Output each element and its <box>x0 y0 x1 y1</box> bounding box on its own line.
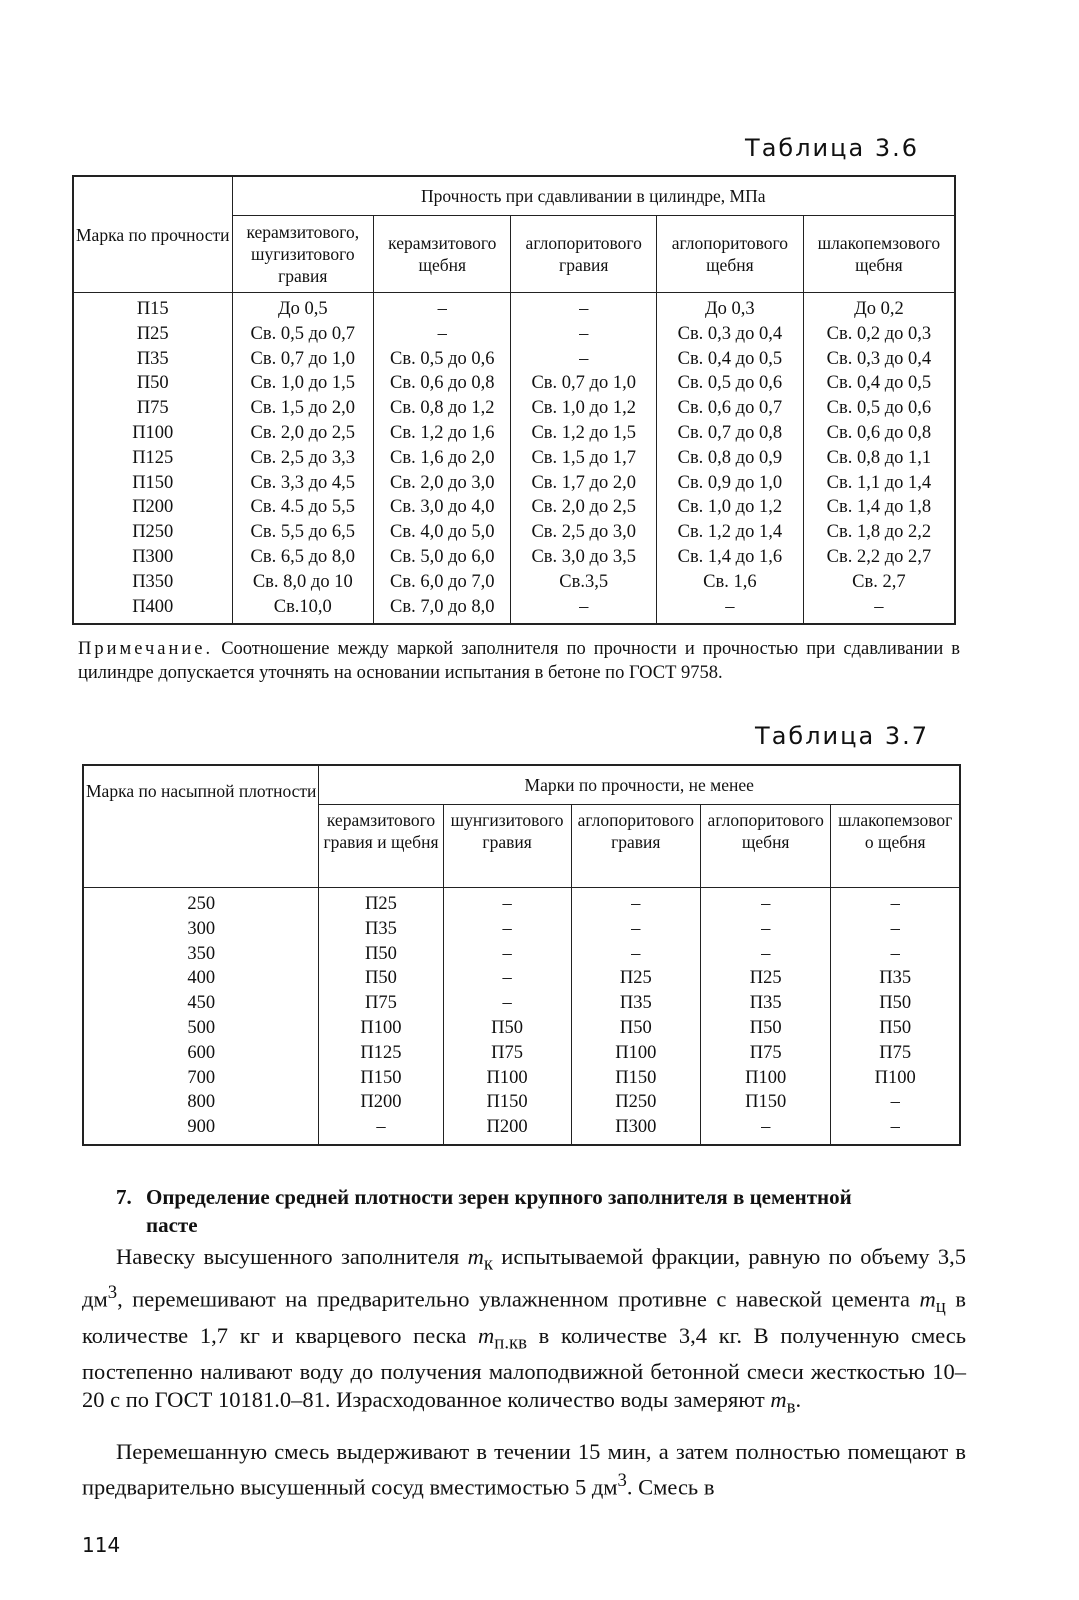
table-cell: Св. 4.5 до 5,5 <box>232 495 374 520</box>
table36-subheader: керамзитового, шугизитового гравия <box>232 216 374 293</box>
table-cell: Св. 0,5 до 0,7 <box>232 322 374 347</box>
table-cell: Св. 0,8 до 0,9 <box>656 446 803 471</box>
sub-k: к <box>483 1253 493 1275</box>
table-cell: П250 <box>73 520 232 545</box>
table-cell: Св. 2,5 до 3,3 <box>232 446 374 471</box>
var-m-pkv: m <box>478 1322 495 1348</box>
table-3-6-note <box>78 637 960 685</box>
table-cell: Св. 1,1 до 1,4 <box>803 471 955 496</box>
table-cell: – <box>700 888 830 917</box>
table-cell: Св. 0,7 до 1,0 <box>232 347 374 372</box>
table-cell: 450 <box>83 991 319 1016</box>
p1-text-a: Навеску высушенного заполнителя <box>116 1244 468 1269</box>
table-cell: – <box>700 917 830 942</box>
table37-subheader: керамзитового гравия и щебня <box>319 805 443 888</box>
table-row <box>73 293 955 322</box>
table-cell: П100 <box>73 421 232 446</box>
table-cell: До 0,5 <box>232 293 374 322</box>
table-cell: Св. 1,0 до 1,2 <box>511 396 656 421</box>
table-cell: П150 <box>443 1090 571 1115</box>
table-cell: П50 <box>443 1016 571 1041</box>
table-cell: П75 <box>831 1041 960 1066</box>
note-label: Примечание. <box>78 639 214 659</box>
section-title <box>116 1183 946 1239</box>
var-m-v: m <box>770 1387 787 1412</box>
note-text: Соотношение между маркой заполнителя по прочности и прочностью при сдавливании в цилиндре допускается уточнять на основании испытания в бетоне по ГОСТ 9758. <box>78 639 961 683</box>
table-cell: – <box>511 595 656 625</box>
p2-text-b: . Смесь в <box>626 1474 715 1499</box>
table-row <box>73 322 955 347</box>
table-cell: Св. 1,6 до 2,0 <box>374 446 511 471</box>
table-cell: – <box>571 917 700 942</box>
table-cell: Св. 0,8 до 1,2 <box>374 396 511 421</box>
sup-3: 3 <box>107 1282 118 1303</box>
table36-subheader: шлакопемзового щебня <box>803 216 955 293</box>
table-cell: Св. 5,5 до 6,5 <box>232 520 374 545</box>
table-cell: – <box>443 991 571 1016</box>
table37-subheader: аглопоритового щебня <box>700 805 830 888</box>
var-m-c: m <box>919 1286 936 1312</box>
table-cell: Св. 0,8 до 1,1 <box>803 446 955 471</box>
table-cell: – <box>831 1090 960 1115</box>
table-cell: П35 <box>831 966 960 991</box>
p2-sup-3: 3 <box>617 1469 627 1491</box>
table-cell: Св. 1,0 до 1,5 <box>232 371 374 396</box>
table-cell: Св. 4,0 до 5,0 <box>374 520 511 545</box>
table-cell: 800 <box>83 1090 319 1115</box>
p2-text-a: Перемешанную смесь выдерживают в течении 15 мин, а затем полностью помещают в предварительно высушенный сосуд вместимостью 5 дм <box>82 1439 966 1499</box>
table-cell: Св. 5,0 до 6,0 <box>374 545 511 570</box>
page-number: 114 <box>82 1533 121 1557</box>
table37-subheader: шунгизитового гравия <box>443 805 571 888</box>
table-cell: Св. 0,7 до 1,0 <box>511 371 656 396</box>
table-cell: 500 <box>83 1016 319 1041</box>
table-cell: П75 <box>443 1041 571 1066</box>
table-row <box>83 1016 960 1041</box>
table-cell: Св. 6,0 до 7,0 <box>374 570 511 595</box>
table-row <box>83 888 960 917</box>
table-cell: 350 <box>83 942 319 967</box>
table-cell: Св. 0,4 до 0,5 <box>656 347 803 372</box>
table-cell: Св. 0,7 до 0,8 <box>656 421 803 446</box>
table-cell: Св. 0,4 до 0,5 <box>803 371 955 396</box>
table-3-6-group-header: Прочность при сдавливании в цилиндре, МПа <box>232 176 955 216</box>
table-cell: П75 <box>700 1041 830 1066</box>
table-cell: Св. 1,5 до 2,0 <box>232 396 374 421</box>
table-cell: П50 <box>319 966 443 991</box>
table-cell: П250 <box>571 1090 700 1115</box>
p1-text-e: в количестве 3,4 кг. В полученную смесь постепенно наливают воду до получения малоподвижной бетонной смеси жесткостью 10–20 с по ГОСТ 10181.0–81. Израсходованное количество воды замеряют <box>82 1322 966 1412</box>
paragraph-2 <box>82 1438 966 1502</box>
table-cell: – <box>443 942 571 967</box>
table-row <box>83 942 960 967</box>
table-cell: – <box>511 322 656 347</box>
table-cell: Св. 2,7 <box>803 570 955 595</box>
table-cell: – <box>656 595 803 625</box>
table-cell: П35 <box>700 991 830 1016</box>
table-row <box>83 1115 960 1145</box>
table-cell: 400 <box>83 966 319 991</box>
table-3-7-caption: Таблица 3.7 <box>755 722 929 750</box>
table-cell: Св. 1,2 до 1,4 <box>656 520 803 545</box>
section-number: 7. <box>116 1185 132 1209</box>
table-3-7 <box>82 764 961 1146</box>
table-cell: Св. 1,4 до 1,8 <box>803 495 955 520</box>
sub-pkv: п.кв <box>494 1332 527 1353</box>
table-3-7-col0-header: Марка по насыпной плотности <box>83 765 319 888</box>
table-cell: – <box>803 595 955 625</box>
table36-subheader: керамзитового щебня <box>374 216 511 293</box>
table-cell: П100 <box>700 1066 830 1091</box>
table-cell: Св. 3,0 до 4,0 <box>374 495 511 520</box>
table-cell: П150 <box>73 471 232 496</box>
table-row <box>83 1066 960 1091</box>
table-cell: П25 <box>700 966 830 991</box>
table37-subheader: аглопоритового гравия <box>571 805 700 888</box>
table-cell: П50 <box>700 1016 830 1041</box>
table-cell: Св. 1,2 до 1,6 <box>374 421 511 446</box>
table-cell: Св. 2,0 до 2,5 <box>232 421 374 446</box>
p1-text-b: испытываемой фракции, равную по объему 3,5 дм <box>82 1244 966 1312</box>
table-cell: – <box>511 293 656 322</box>
table-cell: Св. 1,7 до 2,0 <box>511 471 656 496</box>
table-cell: П50 <box>319 942 443 967</box>
table-cell: 600 <box>83 1041 319 1066</box>
table-cell: До 0,3 <box>656 293 803 322</box>
table-cell: – <box>511 347 656 372</box>
table-cell: Св. 6,5 до 8,0 <box>232 545 374 570</box>
table-cell: Св. 0,5 до 0,6 <box>803 396 955 421</box>
paragraph-1 <box>82 1243 966 1422</box>
table-cell: П150 <box>571 1066 700 1091</box>
table-cell: П150 <box>700 1090 830 1115</box>
table-cell: П50 <box>831 991 960 1016</box>
table-cell: П100 <box>831 1066 960 1091</box>
table-cell: П400 <box>73 595 232 625</box>
table-cell: Св. 0,6 до 0,8 <box>374 371 511 396</box>
table-row <box>73 545 955 570</box>
table-row <box>73 570 955 595</box>
table-cell: П25 <box>73 322 232 347</box>
table-row <box>83 917 960 942</box>
table-cell: П25 <box>571 966 700 991</box>
table-cell: Св.10,0 <box>232 595 374 625</box>
table-cell: П50 <box>571 1016 700 1041</box>
section-title-line1: Определение средней плотности зерен крупного заполнителя в цементной <box>146 1185 852 1209</box>
table-cell: Св. 8,0 до 10 <box>232 570 374 595</box>
table-cell: П35 <box>73 347 232 372</box>
table-cell: Св. 1,6 <box>656 570 803 595</box>
table-row <box>83 966 960 991</box>
table-cell: – <box>443 917 571 942</box>
table-cell: П200 <box>73 495 232 520</box>
table-cell: Св. 0,5 до 0,6 <box>656 371 803 396</box>
table-cell: Св. 0,3 до 0,4 <box>656 322 803 347</box>
table-cell: П25 <box>319 888 443 917</box>
table-cell: – <box>443 966 571 991</box>
table-cell: П75 <box>319 991 443 1016</box>
table-cell: Св. 0,6 до 0,7 <box>656 396 803 421</box>
table-cell: Св. 2,2 до 2,7 <box>803 545 955 570</box>
table-cell: – <box>319 1115 443 1145</box>
table-cell: – <box>831 1115 960 1145</box>
table-cell: П100 <box>319 1016 443 1041</box>
var-m-k: m <box>467 1244 484 1269</box>
table-cell: – <box>831 942 960 967</box>
table-cell: Св. 0,5 до 0,6 <box>374 347 511 372</box>
table-cell: Св. 3,3 до 4,5 <box>232 471 374 496</box>
table-cell: Св. 0,9 до 1,0 <box>656 471 803 496</box>
table-cell: П50 <box>831 1016 960 1041</box>
table-cell: П125 <box>319 1041 443 1066</box>
table-cell: Св. 1,0 до 1,2 <box>656 495 803 520</box>
table-cell: Св. 0,3 до 0,4 <box>803 347 955 372</box>
table-cell: 700 <box>83 1066 319 1091</box>
table-cell: – <box>700 942 830 967</box>
table-cell: Св. 1,2 до 1,5 <box>511 421 656 446</box>
table-cell: Св. 1,4 до 1,6 <box>656 545 803 570</box>
table-cell: Св. 2,0 до 2,5 <box>511 495 656 520</box>
table-cell: П15 <box>73 293 232 322</box>
table-row <box>73 421 955 446</box>
table-cell: – <box>831 917 960 942</box>
table-cell: 250 <box>83 888 319 917</box>
table-cell: До 0,2 <box>803 293 955 322</box>
p1-text-f: . <box>795 1387 802 1412</box>
table-cell: 900 <box>83 1115 319 1145</box>
section-title-line2: пасте <box>146 1213 198 1237</box>
table-cell: Св. 2,5 до 3,0 <box>511 520 656 545</box>
table-cell: П100 <box>571 1041 700 1066</box>
p1-text-c: , перемешивают на предварительно увлажненном противне с навеской цемента <box>117 1286 920 1312</box>
table-cell: – <box>443 888 571 917</box>
table37-subheader: шлакопемзовог о щебня <box>831 805 960 888</box>
table-row <box>83 991 960 1016</box>
p1-text-d: в количестве 1,7 кг и кварцевого песка <box>82 1286 966 1348</box>
table-cell: П300 <box>571 1115 700 1145</box>
table-row <box>73 520 955 545</box>
table-row <box>73 371 955 396</box>
table-row <box>73 595 955 625</box>
table-row <box>73 446 955 471</box>
table-cell: 300 <box>83 917 319 942</box>
table-cell: П75 <box>73 396 232 421</box>
table-cell: П35 <box>319 917 443 942</box>
table-cell: – <box>374 293 511 322</box>
table-cell: П50 <box>73 371 232 396</box>
table-row <box>83 1090 960 1115</box>
table-cell: Св.3,5 <box>511 570 656 595</box>
table-row <box>83 1041 960 1066</box>
table-3-7-group-header: Марки по прочности, не менее <box>319 765 960 805</box>
table-3-6-caption: Таблица 3.6 <box>745 134 919 162</box>
table-cell: П300 <box>73 545 232 570</box>
table-cell: Св. 7,0 до 8,0 <box>374 595 511 625</box>
table-3-6 <box>72 175 956 625</box>
table36-subheader: аглопоритового щебня <box>656 216 803 293</box>
sub-c: ц <box>935 1296 946 1317</box>
table-cell: Св. 0,2 до 0,3 <box>803 322 955 347</box>
table-row <box>73 347 955 372</box>
table-cell: Св. 1,8 до 2,2 <box>803 520 955 545</box>
table-cell: П100 <box>443 1066 571 1091</box>
table-cell: П350 <box>73 570 232 595</box>
table-cell: П200 <box>443 1115 571 1145</box>
table-cell: – <box>374 322 511 347</box>
table-cell: – <box>571 942 700 967</box>
table-cell: П150 <box>319 1066 443 1091</box>
table-3-6-col0-header: Марка по прочности <box>73 176 232 293</box>
table-cell: Св. 2,0 до 3,0 <box>374 471 511 496</box>
table-cell: – <box>700 1115 830 1145</box>
table-cell: – <box>571 888 700 917</box>
table-cell: П125 <box>73 446 232 471</box>
table-cell: П200 <box>319 1090 443 1115</box>
table-row <box>73 396 955 421</box>
table-row <box>73 471 955 496</box>
table-cell: – <box>831 888 960 917</box>
table-cell: Св. 3,0 до 3,5 <box>511 545 656 570</box>
table-row <box>73 495 955 520</box>
table-cell: П35 <box>571 991 700 1016</box>
table36-subheader: аглопоритового гравия <box>511 216 656 293</box>
table-cell: Св. 0,6 до 0,8 <box>803 421 955 446</box>
table-cell: Св. 1,5 до 1,7 <box>511 446 656 471</box>
sub-v: в <box>786 1396 796 1418</box>
